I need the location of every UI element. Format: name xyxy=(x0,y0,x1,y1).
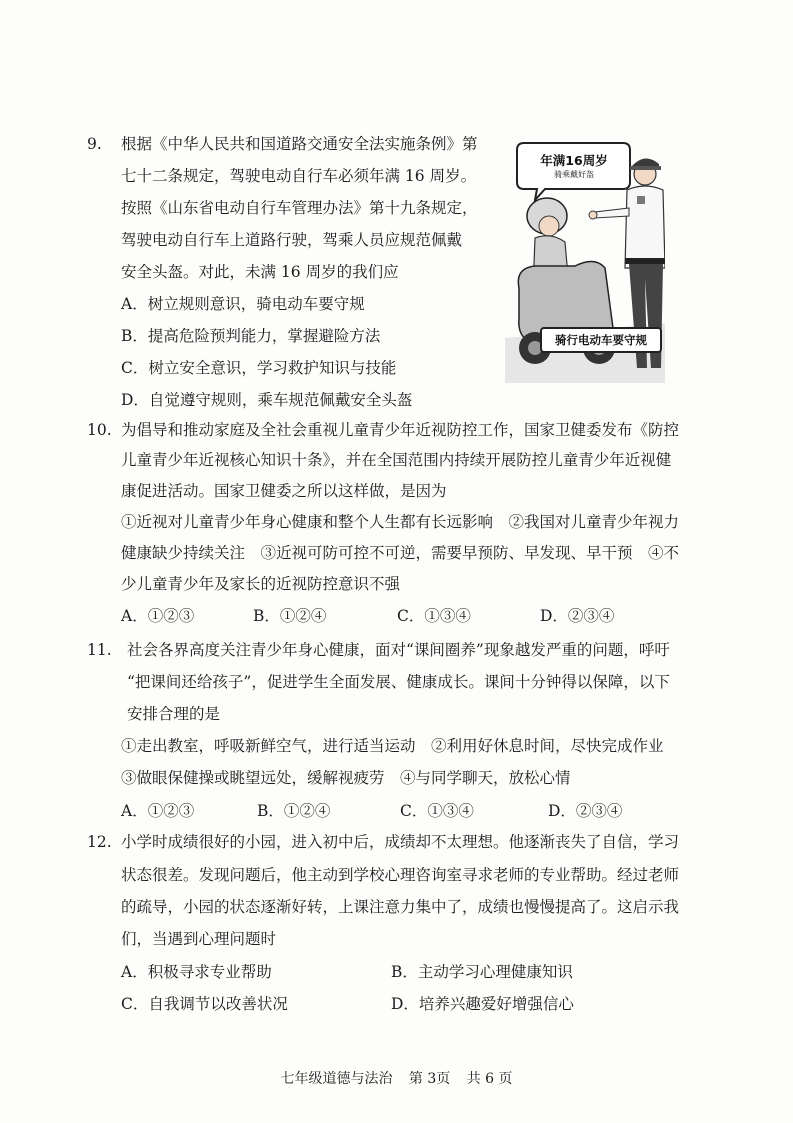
question-text-line: 少儿童青少年及家长的近视防控意识不强 xyxy=(121,575,401,593)
option-d: D．②③④ xyxy=(540,607,615,625)
question-text-line: 七十二条规定，驾驶电动自行车必须年满 16 周岁。 xyxy=(121,167,477,185)
question-text-line: 按照《山东省电动自行车管理办法》第十九条规定， xyxy=(121,199,478,217)
question-text-line: 状态很差。发现问题后，他主动到学校心理咨询室寻求老师的专业帮助。经过老师 xyxy=(121,866,680,884)
traffic-police-illustration xyxy=(505,138,665,383)
question-text-line: “把课间还给孩子”，促进学生全面发展、健康成长。课间十分钟得以保障，以下 xyxy=(127,673,670,691)
question-text-line: ③做眼保健操或眺望远处，缓解视疲劳 ④与同学聊天，放松心情 xyxy=(121,769,571,787)
option-c: C．①③④ xyxy=(400,802,474,820)
option-a: A．树立规则意识，骑电动车要守规 xyxy=(121,295,365,313)
option-b: B．①②④ xyxy=(253,607,327,625)
question-text-line: 儿童青少年近视核心知识十条》，并在全国范围内持续开展防控儿童青少年近视健 xyxy=(121,451,672,469)
footer-page-number: 第 3页 xyxy=(408,1071,451,1087)
question-number: 11. xyxy=(87,641,112,659)
option-a: A．积极寻求专业帮助 xyxy=(121,963,272,981)
option-d: D．②③④ xyxy=(548,802,623,820)
question-text-line: 社会各界高度关注青少年身心健康，面对“课间圈养”现象越发严重的问题，呼吁 xyxy=(127,641,670,659)
question-text-line: ①近视对儿童青少年身心健康和整个人生都有长远影响 ②我国对儿童青少年视力 xyxy=(121,513,680,531)
footer-subject: 七年级道德与法治 xyxy=(280,1071,393,1087)
question-text-line: 健康缺少持续关注 ③近视可防可控不可逆，需要早预防、早发现、早干预 ④不 xyxy=(121,544,680,562)
bubble-title: 年满16周岁 xyxy=(540,153,608,168)
question-text-line: 驾驶电动自行车上道路行驶，驾乘人员应规范佩戴 xyxy=(121,231,463,249)
question-text-line: 的疏导，小园的状态逐渐好转，上课注意力集中了，成绩也慢慢提高了。这启示我 xyxy=(121,898,680,916)
option-b: B．提高危险预判能力，掌握避险方法 xyxy=(121,327,381,345)
option-b: B．①②④ xyxy=(257,802,331,820)
page-footer xyxy=(0,1068,793,1088)
question-text-line: 安排合理的是 xyxy=(127,705,221,723)
question-number: 9. xyxy=(87,135,102,153)
option-c: C．自我调节以改善状况 xyxy=(121,995,288,1013)
question-text-line: 根据《中华人民共和国道路交通安全法实施条例》第 xyxy=(121,135,478,153)
footer-total-pages: 共 6 页 xyxy=(466,1071,513,1087)
banner-text: 骑行电动车要守规 xyxy=(555,333,647,347)
option-b: B．主动学习心理健康知识 xyxy=(391,963,573,981)
option-d: D．自觉遵守规则，乘车规范佩戴安全头盔 xyxy=(121,391,413,409)
question-number: 10. xyxy=(87,421,112,439)
option-c: C．①③④ xyxy=(397,607,471,625)
option-a: A．①②③ xyxy=(121,802,195,820)
bubble-subtitle: 骑乘戴好盔 xyxy=(554,170,594,179)
option-c: C．树立安全意识，学习救护知识与技能 xyxy=(121,359,397,377)
option-d: D．培养兴趣爱好增强信心 xyxy=(391,995,574,1013)
option-a: A．①②③ xyxy=(121,607,195,625)
question-text-line: 康促进活动。国家卫健委之所以这样做，是因为 xyxy=(121,482,447,500)
question-text-line: 安全头盔。对此，未满 16 周岁的我们应 xyxy=(121,263,399,281)
question-text-line: 们，当遇到心理问题时 xyxy=(121,930,277,948)
question-text-line: 为倡导和推动家庭及全社会重视儿童青少年近视防控工作，国家卫健委发布《防控 xyxy=(121,421,680,439)
question-text-line: ①走出教室，呼吸新鲜空气，进行适当运动 ②利用好休息时间，尽快完成作业 xyxy=(121,737,664,755)
question-number: 12. xyxy=(87,833,112,851)
question-text-line: 小学时成绩很好的小园，进入初中后，成绩却不太理想。他逐渐丧失了自信，学习 xyxy=(121,833,680,851)
